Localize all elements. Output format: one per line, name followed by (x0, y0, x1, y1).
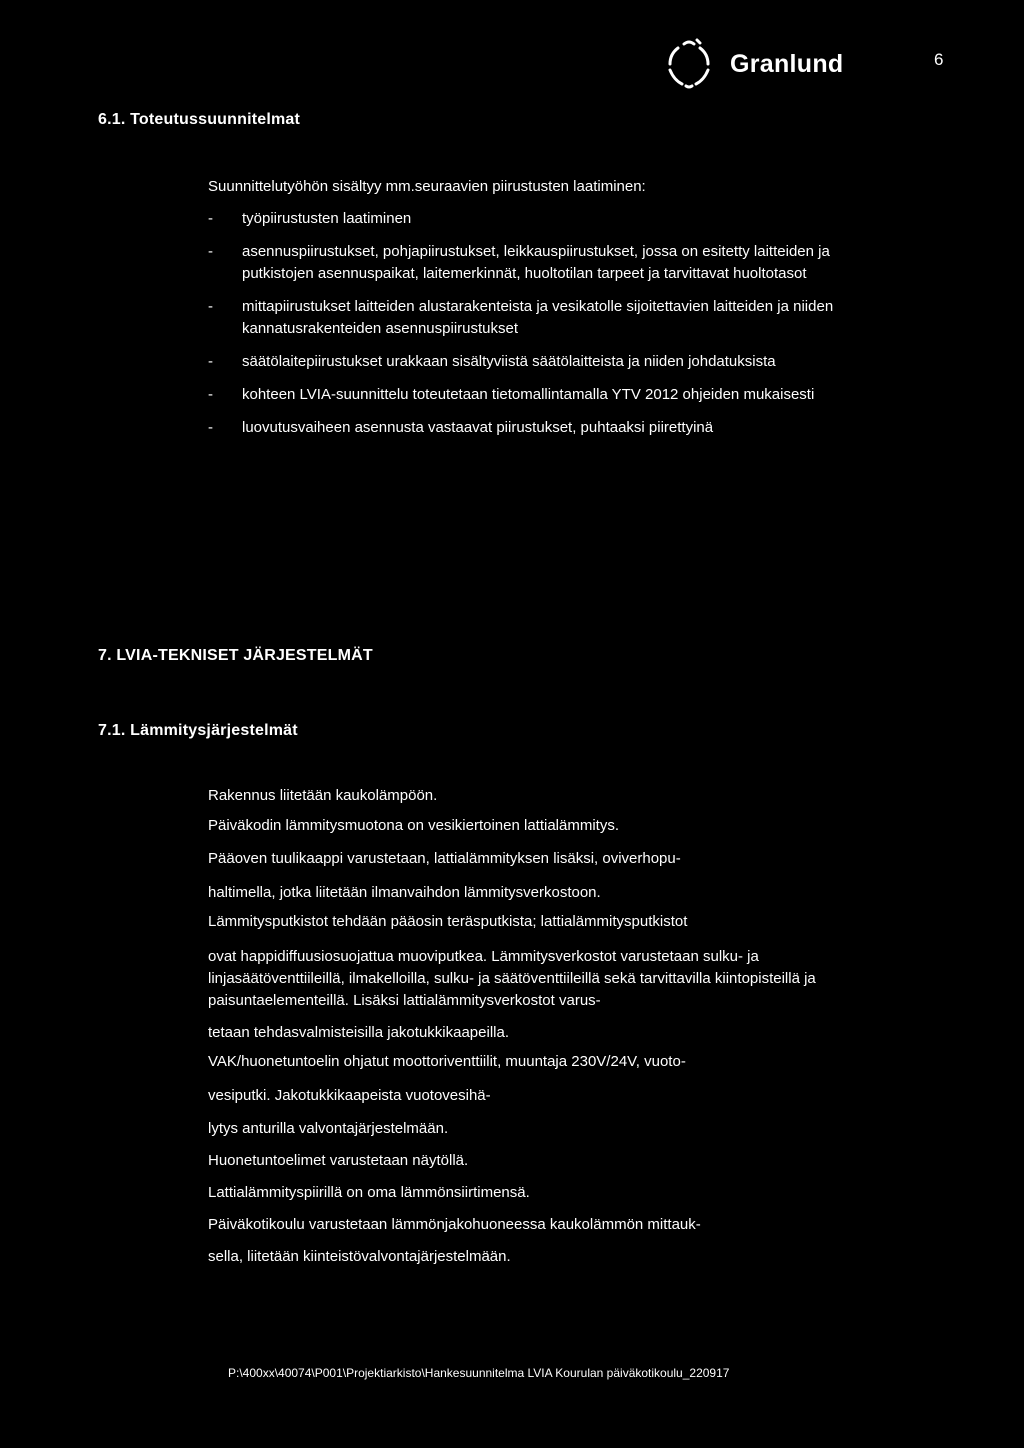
list-item-text: mittapiirustukset laitteiden alustarakenteista ja vesikatolle sijoitettavien laitteiden ja niiden kannatusrakenteiden asennuspiirustukset (242, 298, 834, 337)
section-7-heading: 7. LVIA-TEKNISET JÄRJESTELMÄT (98, 647, 373, 664)
body-line: Rakennus liitetään kaukolämpöön. (208, 787, 438, 804)
list-item: - luovutusvaiheen asennusta vastaavat piirustukset, puhtaaksi piirettyinä (208, 419, 714, 436)
list-item-text: luovutusvaiheen asennusta vastaavat piirustukset, puhtaaksi piirettyinä (242, 419, 714, 436)
list-item-text: säätölaitepiirustukset urakkaan sisältyviistä säätölaitteista ja niiden johdatuksista (242, 353, 776, 370)
body-line: Huonetuntoelimet varustetaan näytöllä. (208, 1152, 469, 1169)
body-line: Päiväkotikoulu varustetaan lämmönjakohuoneessa kaukolämmön mittauk- (208, 1216, 701, 1233)
drawing-list (208, 208, 902, 450)
body-line: Päiväkodin lämmitysmuotona on vesikiertoinen lattialämmitys. (208, 817, 620, 834)
list-item: - säätölaitepiirustukset urakkaan sisältyviistä säätölaitteista ja niiden johdatuksista (208, 353, 776, 370)
body-line: tetaan tehdasvalmisteisilla jakotukkikaapeilla. (208, 1024, 509, 1041)
list-item: - asennuspiirustukset, pohjapiirustukset, leikkauspiirustukset, jossa on esitetty laitteiden ja putkistojen asennuspaikat, laitemerkinnät, huoltotilan tarpeet ja tarvittavat huoltotasot (208, 243, 830, 282)
section-6-1-heading: 6.1. Toteutussuunnitelmat (98, 111, 301, 128)
list-item: - mittapiirustukset laitteiden alustarakenteista ja vesikatolle sijoitettavien laitteiden ja niiden kannatusrakenteiden asennuspiirustukset (208, 298, 834, 337)
list-item: - työpiirustusten laatiminen (208, 210, 412, 227)
list-item-text: työpiirustusten laatiminen (242, 210, 412, 227)
list-item: - kohteen LVIA-suunnittelu toteutetaan tietomallintamalla YTV 2012 ohjeiden mukaisesti (208, 386, 815, 403)
section-7-1-heading: 7.1. Lämmitysjärjestelmät (98, 722, 298, 739)
granlund-logo-mark-icon (660, 38, 718, 90)
granlund-logo (660, 38, 844, 90)
body-line: Pääoven tuulikaappi varustetaan, lattialämmityksen lisäksi, oviverhopu- (208, 850, 681, 867)
list-item-text: asennuspiirustukset, pohjapiirustukset, leikkauspiirustukset, jossa on esitetty laitteiden ja putkistojen asennuspaikat, laitemerkinnät, huoltotilan tarpeet ja tarvittavat huoltotasot (242, 243, 830, 282)
footer-file-path: P:\400xx\40074\P001\Projektiarkisto\Hankesuunnitelma LVIA Kourulan päiväkotikoulu_220917 (228, 1366, 730, 1380)
body-line: VAK/huonetuntoelin ohjatut moottoriventtiilit, muuntaja 230V/24V, vuoto- (208, 1053, 686, 1070)
body-line: vesiputki. Jakotukkikaapeista vuotovesihä- (208, 1087, 491, 1104)
list-item-text: kohteen LVIA-suunnittelu toteutetaan tietomallintamalla YTV 2012 ohjeiden mukaisesti (242, 386, 815, 403)
body-line: sella, liitetään kiinteistövalvontajärjestelmään. (208, 1248, 511, 1265)
body-line: linjasäätöventtiileillä, ilmakelloilla, sulku- ja säätöventtiileillä sekä tarvittavilla kiintopisteillä ja paisuntaelementeillä. Lisäksi lattialämmitysverkostot varus- (208, 970, 816, 1009)
body-line: ovat happidiffuusiosuojattua muoviputkea. Lämmitysverkostot varustetaan sulku- ja (208, 948, 759, 965)
page-number: 6 (934, 50, 944, 69)
section-6-1-intro: Suunnittelutyöhön sisältyy mm.seuraavien piirustusten laatiminen: (208, 178, 646, 195)
logo-text: Granlund (730, 49, 844, 78)
body-line: haltimella, jotka liitetään ilmanvaihdon lämmitysverkostoon. (208, 884, 601, 901)
body-line: lytys anturilla valvontajärjestelmään. (208, 1120, 449, 1137)
body-line: Lattialämmityspiirillä on oma lämmönsiirtimensä. (208, 1184, 530, 1201)
body-line: Lämmitysputkistot tehdään pääosin teräsputkista; lattialämmitysputkistot (208, 913, 688, 930)
